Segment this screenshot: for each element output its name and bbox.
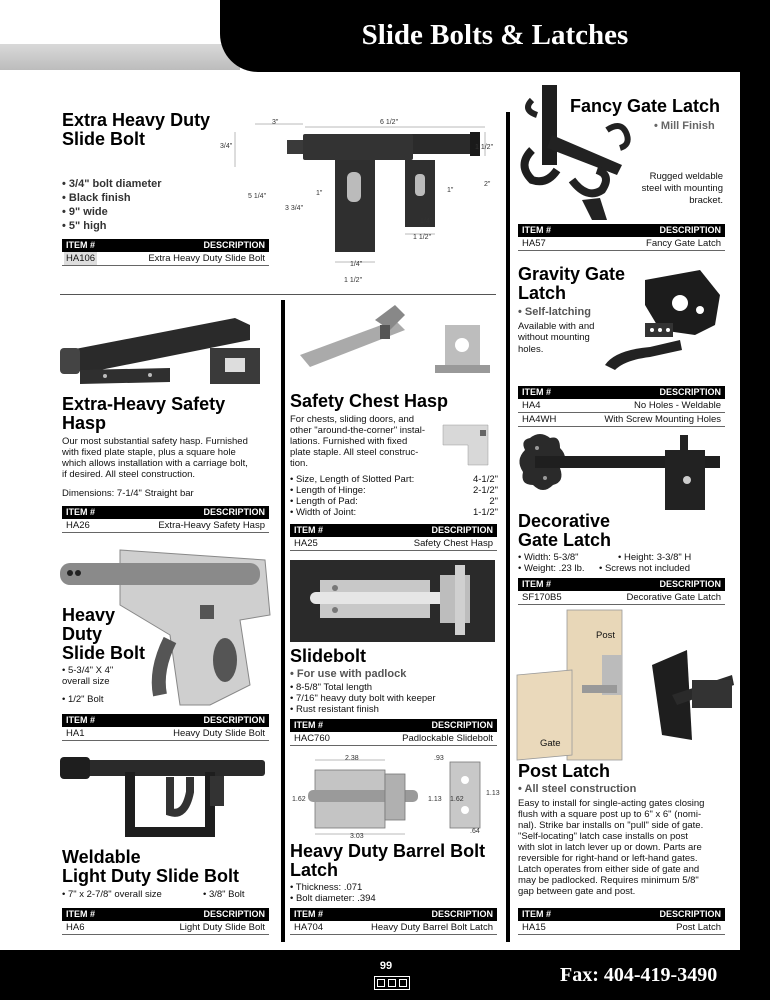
- p8-bullet-1: • 8-5/8" Total length: [290, 682, 373, 693]
- p8-bullet-2: • 7/16" heavy duty bolt with keeper: [290, 693, 436, 704]
- p5-body-2: other "around-the-corner" instal-: [290, 425, 426, 436]
- p1-dim: 1 1/2": [344, 277, 363, 284]
- p9-body-line: Latch operates from either side of gate and: [518, 864, 700, 875]
- p1-title-line1: Extra Heavy Duty: [62, 110, 211, 130]
- p1-title-line2: Slide Bolt: [62, 129, 146, 149]
- p6-decorative-latch-photo: [515, 430, 730, 515]
- p10-bullet-2: • 3/8" Bolt: [203, 889, 245, 900]
- p4-safety-hasp-photo: [60, 310, 270, 390]
- table-row: HA25 Safety Chest Hasp: [290, 537, 497, 551]
- p9-body-line: Easy to install for single-acting gates closing: [518, 798, 705, 809]
- p11-bullet-1: • Thickness: .071: [290, 882, 363, 893]
- table-row: HA704 Heavy Duty Barrel Bolt Latch: [290, 921, 497, 935]
- p1-dim: 1 1/2": [475, 144, 494, 151]
- p5-title: Safety Chest Hasp: [290, 391, 449, 411]
- p6-title-line1: Decorative: [518, 511, 611, 531]
- p3-item-table: [518, 386, 725, 427]
- p4-body-1: Our most substantial safety hasp. Furnished: [62, 436, 248, 447]
- p8-slidebolt-photo: [290, 560, 495, 642]
- table-header: ITEM # DESCRIPTION: [290, 908, 497, 921]
- p2-subtitle: • Mill Finish: [654, 120, 715, 132]
- p1-dim: 1": [316, 190, 323, 197]
- table-header: ITEM # DESCRIPTION: [518, 908, 725, 921]
- p9-subtitle: • All steel construction: [518, 783, 637, 795]
- p1-dim: 3": [272, 119, 279, 126]
- p9-body-line: flush with a square post up to 6" x 6" (nomi-: [518, 809, 702, 820]
- p5-hasp-diagram: [438, 420, 498, 470]
- p5-chest-hasp-photo: [295, 305, 495, 385]
- p9-body-line: nal). Strike bar installs on "pull" side of gate.: [518, 820, 704, 831]
- p9-body-line: gap between gate and post.: [518, 886, 636, 897]
- p11-dim: 1.62: [450, 796, 464, 803]
- table-row: HAC760 Padlockable Slidebolt: [290, 732, 497, 746]
- p3-title-line2: Latch: [518, 283, 567, 303]
- p5-item-table: [290, 524, 497, 551]
- table-row: HA26 Extra-Heavy Safety Hasp: [62, 519, 269, 533]
- p6-bullet-3: • Weight: .23 lb.: [518, 563, 585, 574]
- p7-item-table: [62, 714, 269, 741]
- p6-bullet-4: • Screws not included: [599, 563, 690, 574]
- p6-bullet-2: • Height: 3-3/8" H: [618, 552, 692, 563]
- table-header: ITEM # DESCRIPTION: [518, 578, 725, 591]
- p11-dim: .64: [470, 828, 480, 835]
- p11-title-line2: Latch: [290, 860, 339, 880]
- p11-dim: 2.38: [345, 755, 359, 762]
- p9-body-line: may be padlocked. Requires minimum 5/8": [518, 875, 699, 886]
- p3-body-3: holes.: [518, 344, 544, 355]
- p11-bullet-2: • Bolt diameter: .394: [290, 893, 376, 904]
- p4-title-line1: Extra-Heavy Safety: [62, 394, 226, 414]
- p1-dim: 6 1/2": [380, 119, 399, 126]
- p1-dim: 1/4": [350, 261, 363, 268]
- p5-body-1: For chests, sliding doors, and: [290, 414, 415, 425]
- p8-slidebolt-illustration: [290, 560, 495, 642]
- table-header: ITEM # DESCRIPTION: [518, 224, 725, 237]
- p6-title-line2: Gate Latch: [518, 530, 612, 550]
- p8-bullet-3: • Rust resistant finish: [290, 704, 379, 715]
- table-header: ITEM # DESCRIPTION: [518, 386, 725, 399]
- p10-item-table: [62, 908, 269, 935]
- p6-bullet-1: • Width: 5-3/8": [518, 552, 579, 563]
- p9-body-line: with slot in latch lever up or down. Parts are: [518, 842, 702, 853]
- p1-bullet-3: • 9" wide: [62, 206, 108, 218]
- p1-dim: 1 1/2": [413, 234, 432, 241]
- header-gray-bar: [0, 44, 240, 70]
- p9-title: Post Latch: [518, 761, 611, 781]
- p4-item-table: [62, 506, 269, 533]
- p5-spec-4: • Width of Joint: 1-1/2": [290, 507, 498, 518]
- p2-body-1: Rugged weldable: [649, 171, 723, 182]
- table-row: HA106 Extra Heavy Duty Slide Bolt: [62, 252, 269, 266]
- p2-item-table: [518, 224, 725, 251]
- p10-light-duty-slide-bolt-photo: [60, 752, 275, 842]
- p4-body-2: with fixed plate staple, plus a square hole: [62, 447, 236, 458]
- table-header: ITEM # DESCRIPTION: [290, 719, 497, 732]
- p11-dim: 1.13: [428, 796, 442, 803]
- p8-subtitle: • For use with padlock: [290, 668, 407, 680]
- column-divider-1: [506, 112, 510, 942]
- p1-bullet-1: • 3/4" bolt diameter: [62, 178, 162, 190]
- catalog-logo-icon: [374, 976, 410, 990]
- p1-dim: 1/4": [420, 218, 433, 225]
- p2-body-2: steel with mounting: [641, 183, 723, 194]
- table-header: ITEM # DESCRIPTION: [62, 908, 269, 921]
- p1-item-table: [62, 239, 269, 266]
- p1-bullet-2: • Black finish: [62, 192, 131, 204]
- table-row: HA6 Light Duty Slide Bolt: [62, 921, 269, 935]
- table-row: SF170B5 Decorative Gate Latch: [518, 591, 725, 605]
- page-title: Slide Bolts & Latches: [361, 19, 629, 51]
- p1-dim: 1": [447, 187, 454, 194]
- p5-spec-2: • Length of Hinge: 2-1/2": [290, 485, 498, 496]
- p6-item-table: [518, 578, 725, 605]
- p3-body-2: without mounting: [518, 332, 590, 343]
- p11-dim: 1.13: [486, 790, 500, 797]
- p5-spec-1: • Size, Length of Slotted Part: 4-1/2": [290, 474, 498, 485]
- p5-body-4: plate staple. All steel construc-: [290, 447, 419, 458]
- table-row: HA4 No Holes - Weldable: [518, 399, 725, 413]
- p7-title-line2: Duty: [62, 624, 102, 644]
- p11-barrel-bolt-drawing: [290, 752, 505, 840]
- p9-item-table: [518, 908, 725, 935]
- right-edge-bar: [740, 60, 770, 950]
- table-row: HA57 Fancy Gate Latch: [518, 237, 725, 251]
- section-divider: [60, 294, 496, 295]
- page-number: 99: [379, 960, 393, 972]
- p3-subtitle: • Self-latching: [518, 306, 591, 318]
- table-header: ITEM # DESCRIPTION: [62, 239, 269, 252]
- p8-item-table: [290, 719, 497, 746]
- p1-dim: 5 1/4": [248, 193, 267, 200]
- p11-dim: 1.62: [292, 796, 306, 803]
- p11-title-line1: Heavy Duty Barrel Bolt: [290, 841, 486, 861]
- p10-title-line2: Light Duty Slide Bolt: [62, 866, 239, 886]
- column-divider-2: [281, 300, 285, 942]
- p7-bullet-3: • 1/2" Bolt: [62, 694, 104, 705]
- p11-dim: .93: [434, 755, 444, 762]
- p1-bullet-4: • 5" high: [62, 220, 107, 232]
- p1-dim: 2": [484, 181, 491, 188]
- p9-body-line: "Self-locating" latch case installs on post: [518, 831, 688, 842]
- p5-body-3: lations. Furnished with fixed: [290, 436, 408, 447]
- table-row: HA15 Post Latch: [518, 921, 725, 935]
- p3-title-line1: Gravity Gate: [518, 264, 626, 284]
- p9-post-label: Post: [596, 630, 616, 641]
- p7-bullet-1: • 5-3/4" X 4": [62, 665, 114, 676]
- table-row: HA1 Heavy Duty Slide Bolt: [62, 727, 269, 741]
- table-header: ITEM # DESCRIPTION: [62, 714, 269, 727]
- p1-dim: 3 3/4": [285, 205, 304, 212]
- fax-number: Fax: 404-419-3490: [560, 964, 718, 986]
- p2-body-3: bracket.: [689, 195, 723, 206]
- table-header: ITEM # DESCRIPTION: [290, 524, 497, 537]
- p7-title-line3: Slide Bolt: [62, 643, 146, 663]
- p4-body-4: if desired. All steel construction.: [62, 469, 196, 480]
- p4-body-3: which allows installation with a carriage bolt,: [62, 458, 248, 469]
- p1-dim: 3/4": [220, 143, 233, 150]
- p10-title-line1: Weldable: [62, 847, 141, 867]
- p11-item-table: [290, 908, 497, 935]
- table-header: ITEM # DESCRIPTION: [62, 506, 269, 519]
- p5-body-5: tion.: [290, 458, 308, 469]
- p11-dim: 3.03: [350, 833, 364, 840]
- p9-gate-label: Gate: [540, 738, 561, 749]
- p2-title: Fancy Gate Latch: [570, 96, 721, 116]
- p7-bullet-2: overall size: [62, 676, 110, 687]
- p4-dimensions: Dimensions: 7-1/4" Straight bar: [62, 488, 194, 499]
- p8-title: Slidebolt: [290, 646, 366, 666]
- p7-title-line1: Heavy: [62, 605, 116, 625]
- p10-bullet-1: • 7" x 2-7/8" overall size: [62, 889, 162, 900]
- p4-title-line2: Hasp: [62, 413, 107, 433]
- p3-gravity-latch-photo: [600, 265, 730, 375]
- table-row: HA4WH With Screw Mounting Holes: [518, 413, 725, 427]
- p9-body-line: reversible for right-hand or left-hand gates.: [518, 853, 698, 864]
- title-tab: [220, 0, 770, 72]
- p3-body-1: Available with and: [518, 321, 595, 332]
- p5-spec-3: • Length of Pad: 2": [290, 496, 498, 507]
